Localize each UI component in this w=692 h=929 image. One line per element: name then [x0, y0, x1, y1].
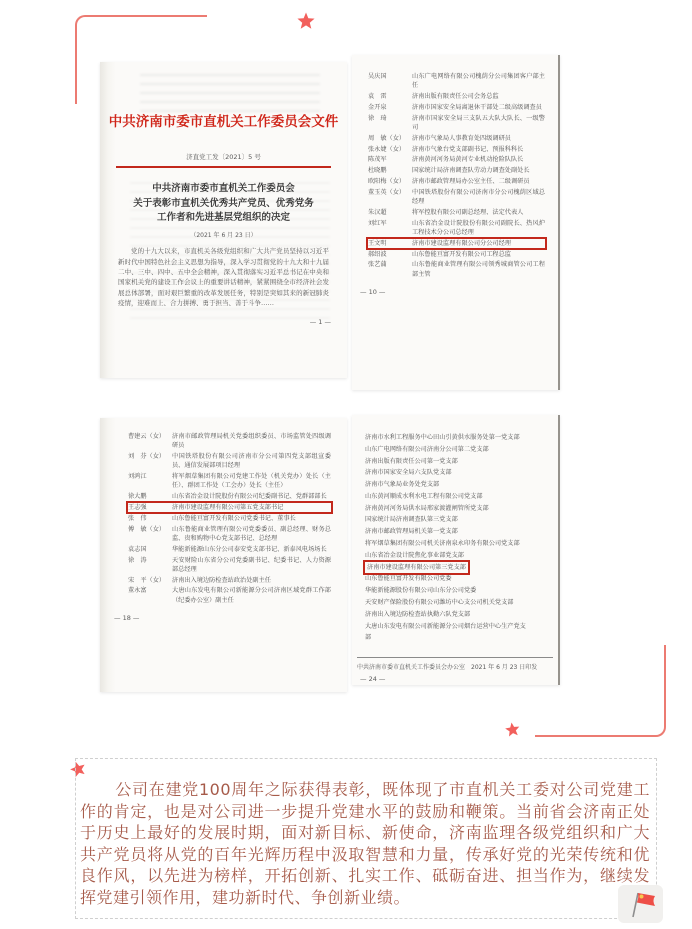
- page-number: — 18 —: [114, 614, 140, 623]
- award-list-row: [368, 250, 545, 259]
- awardee-title: 山东鲁能商业管理有限公司领秀城商管公司工程部主管: [412, 261, 545, 278]
- awardee-title: 济南市邮政管理局机关党委组织委员、市场监管处四级调研员: [172, 433, 331, 450]
- awardee-title: 山东鲁能亘富开发有限公司工程总监: [412, 250, 511, 258]
- awardee-name: 周 敏（女）: [368, 134, 406, 142]
- party-flag-icon: [625, 889, 657, 919]
- award-list-row: [368, 208, 545, 217]
- awardee-title: 济南市国家安全局三支队五大队大队长、一级警司: [412, 114, 545, 131]
- party-flag-widget[interactable]: [618, 885, 663, 923]
- party-org-item: 济南市水利工程服务中心田山引黄供水服务处第一党支部: [365, 434, 520, 441]
- party-org-item: 山东鲁能亘富开发有限公司党委: [365, 575, 452, 583]
- award-list-row: [368, 92, 545, 101]
- page-number: — 1 —: [309, 317, 331, 326]
- awardee-name: 宋 平（女）: [128, 576, 166, 584]
- awardee-title: 国家统计局济南调查队劳动力调查处副处长: [412, 167, 530, 175]
- awardee-name: 欧阳梅（女）: [368, 177, 406, 185]
- document-body: 党的十九大以来，市直机关各级党组织和广大共产党员坚持以习近平新时代中国特色社会主义思想为指导，深入学习贯彻党的十九大和十九届二中、三中、四中、五中全会精神，深入贯彻落实习近平总书记在中央和国家机关党的建设工作会议上的重要讲话精神，紧紧围绕全市经济社会发展总体部署，面对艰巨繁重的改革发展任务，特别是突如其来的新冠肺炎疫情，迎难而上、合力拼搏、勇于担当、善于斗争……: [118, 247, 329, 308]
- award-list-row: [128, 576, 331, 585]
- awardee-name: 张艺蒲: [368, 261, 387, 269]
- award-list-row: [128, 514, 331, 523]
- award-list-row: [368, 103, 545, 112]
- awardee-title: 济南市国家安全局离退休干部处二级高级调查员: [412, 103, 542, 111]
- awardee-name: 傅 敏（女）: [128, 525, 166, 533]
- awardee-name: 徐大鹏: [128, 493, 147, 501]
- party-org-item: 济南黄河河务局供水局邢家渡灌闸管所党支部: [365, 504, 489, 512]
- awardee-title: 山东省冶金设计院股份有限公司副院长、热风炉工程技术分公司总经理: [412, 219, 545, 236]
- awardee-title: 中国铁塔股份有限公司济南市分公司第四党支部组宣委员、通信发展部项目经理: [172, 453, 331, 470]
- letterhead-rule: [116, 166, 331, 168]
- awardee-title: 将军烟草集团有限公司党建工作处（机关党办）处长（主任）、群团工作处（工会办）处长（主任）: [172, 473, 331, 490]
- award-list-row: [368, 188, 545, 207]
- awardee-title: 济南出版有限责任公司会务总监: [412, 93, 499, 101]
- awardee-title: 济南黄河河务局黄河专业机动抢险队队长: [412, 156, 524, 164]
- party-org-item: 国家统计局济南调查队第三党支部: [365, 516, 458, 524]
- document-date: （2021 年 6 月 23 日）: [190, 232, 257, 240]
- awardee-title: 华能新能源山东分公司泰安党支部书记、新泰风电场场长: [172, 545, 327, 553]
- star-icon: [504, 721, 521, 738]
- awardee-title: 济南出入境边防检查站政治处副主任: [172, 576, 271, 584]
- party-org-item: 大唐山东发电有限公司新能源分公司烟台运营中心生产党支部: [365, 622, 526, 641]
- award-list-row: [368, 72, 545, 91]
- awardee-title: 济南市气象局人事教育处四级调研员: [412, 134, 511, 142]
- party-org-item: 华能新能源股份有限公司山东分公司党委: [365, 587, 477, 595]
- awardee-name: 刘红军: [368, 219, 387, 227]
- document-issue-footer: 中共济南市委市直机关工作委员会办公室 2021 年 6 月 23 日印发: [357, 657, 553, 671]
- awardee-title: 中国铁塔股份有限公司济南市分公司槐荫区域总经理: [412, 188, 545, 206]
- awardee-name: 王志强: [128, 504, 147, 512]
- award-list-row: [128, 472, 331, 491]
- awardee-title: 济南市建设监理有限公司第五党支部书记: [172, 504, 284, 512]
- awardee-title: 山东省冶金设计院股份有限公司纪委副书记、党群部部长: [172, 493, 327, 501]
- scan-bleed-through: [130, 182, 330, 322]
- awardee-name: 刘鸿江: [128, 473, 147, 481]
- awardee-name: 张 伟: [128, 514, 147, 522]
- awardee-name: 王文明: [368, 239, 387, 247]
- award-list-row: [128, 525, 331, 544]
- party-org-item: 济南市邮政管理局机关第一党支部: [365, 528, 458, 536]
- award-list-row: [128, 556, 331, 575]
- scan-bleed-through: [140, 74, 320, 116]
- awardee-name: 吴庆国: [368, 73, 387, 80]
- awardee-title: 济南市建设监理有限公司分公司经理: [412, 239, 511, 247]
- party-org-list: [352, 415, 558, 643]
- document-number: 济直党工发〔2021〕5 号: [186, 153, 261, 161]
- awardee-name: 曹建云（女）: [128, 433, 166, 440]
- award-list-row: [128, 492, 331, 501]
- awardee-title: 山东鲁能商业管理有限公司党委委员、副总经理、财务总监、贵和购物中心党支部书记、总经理: [172, 525, 331, 542]
- awardee-name: 郝绍波: [368, 250, 387, 258]
- summary-dashed-box: [75, 758, 657, 919]
- award-list-row: [128, 545, 331, 554]
- award-list-row: [128, 503, 331, 512]
- party-org-item: 山东广电网络有限公司济南分公司第二党支部: [365, 445, 489, 453]
- awardee-name: 刘 芬（女）: [128, 453, 166, 461]
- star-icon: [297, 12, 315, 30]
- awardee-name: 徐 涛: [128, 556, 147, 564]
- awardee-title: 天安财险山东省分公司党委副书记、纪委书记、人力资源部总经理: [172, 556, 331, 573]
- award-list-row: [368, 239, 545, 248]
- awardee-title: 山东鲁能亘富开发有限公司党委书记、董事长: [172, 514, 296, 522]
- awardee-title: 大唐山东发电有限公司新能源分公司济南区域党群工作部（纪委办公室）副主任: [172, 587, 331, 604]
- awardee-name: 董玉英（女）: [368, 188, 406, 196]
- award-list-row: [128, 452, 331, 471]
- awardee-name: 袁志国: [128, 545, 147, 553]
- awardee-name: 朱汉超: [368, 208, 387, 216]
- award-list-row: [368, 219, 545, 238]
- awardee-name: 陈茂军: [368, 156, 387, 164]
- party-org-item: 山东黄河顺成水利水电工程有限公司党支部: [365, 492, 483, 500]
- page-number: — 24 —: [360, 675, 386, 684]
- party-org-item: 济南市气象局业务处党支部: [365, 481, 440, 489]
- document-title: 中共济南市委市直机关工作委员会 关于表彰市直机关优秀共产党员、优秀党务 工作者和先进基层党组织的决定: [133, 183, 314, 224]
- party-org-item: 济南出版有限责任公司第一党支部: [365, 457, 458, 465]
- awardee-name: 杜晓鹏: [368, 167, 387, 175]
- awardee-title: 济南市气象台党支部副书记、预报科科长: [412, 145, 524, 153]
- document-scan-page-18: [100, 418, 347, 692]
- awardee-title: 将军控股有限公司副总经理、法定代表人: [412, 208, 524, 216]
- awardee-title: 山东广电网络有限公司槐荫分公司集团客户部主任: [412, 73, 545, 90]
- party-org-item: 济南市国家安全局六支队党支部: [365, 469, 452, 477]
- awardee-name: 徐 琦: [368, 114, 387, 122]
- award-list-row: [128, 586, 331, 605]
- award-list-row: [368, 155, 545, 164]
- award-list-row: [368, 166, 545, 175]
- award-list-row: [128, 432, 331, 451]
- party-org-item: 济南市建设监理有限公司第三党支部: [365, 562, 468, 573]
- award-list-row: [368, 145, 545, 154]
- award-list-row: [368, 177, 545, 186]
- document-scan-page-24: [352, 415, 560, 685]
- awardee-name: 张永婕（女）: [368, 145, 406, 153]
- document-scan-page-1: [100, 62, 347, 378]
- document-letterhead: 中共济南市委市直机关工作委员会文件: [108, 114, 339, 130]
- page-number: — 10 —: [360, 287, 386, 296]
- awardee-name: 董永富: [128, 587, 147, 595]
- award-name-list: [100, 418, 347, 605]
- document-scan-page-10: [352, 55, 560, 390]
- party-org-item: 济南出入境边防检查站执勤六队党支部: [365, 610, 471, 618]
- party-org-item: 山东省冶金设计院焦化事业部党支部: [365, 551, 464, 559]
- award-list-row: [368, 134, 545, 143]
- award-name-list: [352, 55, 558, 279]
- awardee-title: 济南市邮政管理局办公室主任、二级调研员: [412, 177, 530, 185]
- party-org-item: 天安财产保险股份有限公司潍坊中心支公司机关党支部: [365, 598, 514, 606]
- award-list-row: [368, 260, 545, 279]
- award-list-row: [368, 114, 545, 133]
- party-org-item: 将军烟草集团有限公司机关济南泉永印务有限公司党支部: [365, 540, 520, 548]
- awardee-name: 袁 雷: [368, 93, 387, 101]
- summary-paragraph: 公司在建党100周年之际获得表彰，既体现了市直机关工委对公司党建工作的肯定，也是对公司进一步提升党建水平的鼓励和鞭策。当前省会济南正处于历史上最好的发展时期，面对新目标、新使命，济南监理各级党组织和广大共产党员将从党的百年光辉历程中汲取智慧和力量，传承好党的光荣传统和优良作风，以先进为榜样，开拓创新、扎实工作、砥砺奋进、担当作为，继续发挥党建引领作用，建功新时代、争创新业绩。: [80, 780, 650, 907]
- awardee-name: 金开泉: [368, 103, 387, 111]
